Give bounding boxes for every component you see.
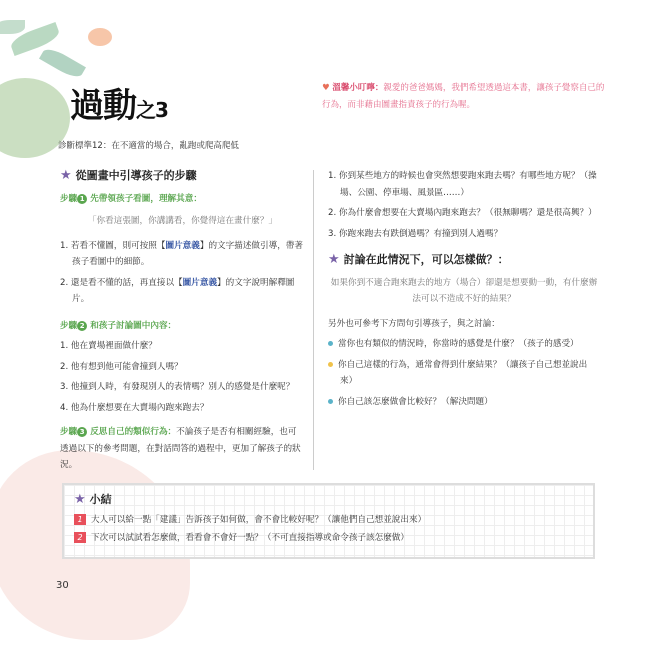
star-icon: ★	[74, 491, 86, 507]
diagnostic-criterion: 診斷標準12：在不適當的場合，亂跑或爬高爬低	[58, 141, 239, 151]
column-divider	[313, 170, 314, 470]
star-icon: ★	[328, 252, 340, 267]
heart-icon: ♥	[322, 83, 333, 93]
right-column: 1. 你到某些地方的時候也會突然想要跑來跑去嗎？有哪些地方呢？（操場、公園、停車場、風景區……） 2. 你為什麼會想要在大賣場內跑來跑去？（很無聊嗎？還是很高興？） 3. 你跑來跑去有跌倒過嗎？有撞到別人過嗎？ ★ 討論在此情況下，可以怎樣做？： 如果你到不適合跑來跑去的地方（場合）卻還是想要動一動，有什麼辦法可以不造成不好的結果？ 另外也可參考下方問句引導孩子，與之討論： 當你也有類似的情況時，你當時的感覺是什麼？（孩子的感受） 你自己這樣的行為，通常會得到什麼結果？（讓孩子自己想並說出來） 你自己該怎麼做會比較好？（解決問題）	[328, 171, 598, 407]
page-number: 30	[56, 580, 69, 591]
summary-box: ★ 小結 1 大人可以給一點「建議」告訴孩子如何做，會不會比較好呢？（讓他們自己想並說出來） 2 下次可以試試看怎麼做，看看會不會好一點？（不可直接指導或命令孩子該怎麼做）	[62, 483, 595, 559]
star-icon: ★	[60, 168, 72, 183]
bullet-icon	[328, 341, 333, 346]
left-column: ★ 從圖畫中引導孩子的步驟 步驟 1 先帶領孩子看圖，理解其意： 「你看這張圖，你講講看，你覺得這在畫什麼？」 1. 若看不懂圖，則可按照【圖片意義】的文字描述做引導，帶著孩子看圖中的細節。 2. 還是看不懂的話，再直接以【圖片意義】的文字說明解釋圖片。 步驟 2 和孩子討論圖中內容： 1. 他在賣場裡面做什麼？ 2. 他有想到他可能會撞到人嗎？ 3. 他撞到人時，有發現別人的表情嗎？別人的感覺是什麼呢？ 4. 他為什麼想要在大賣場內跑來跑去？ 步驟 3 反思自己的類似行為：不論孩子是否有相關經驗，也可透過以下的參考問題，在對話問答的過程中，更加了解孩子的狀況。	[60, 168, 303, 470]
page-title: 過動之3	[70, 86, 168, 126]
tip-note: ♥ 溫馨小叮嚀：親愛的爸爸媽媽，我們希望透過這本書，讓孩子覺察自己的行為，而非藉由圖畫指責孩子的行為喔。	[322, 83, 605, 110]
bullet-icon	[328, 362, 333, 367]
bullet-icon	[328, 399, 333, 404]
